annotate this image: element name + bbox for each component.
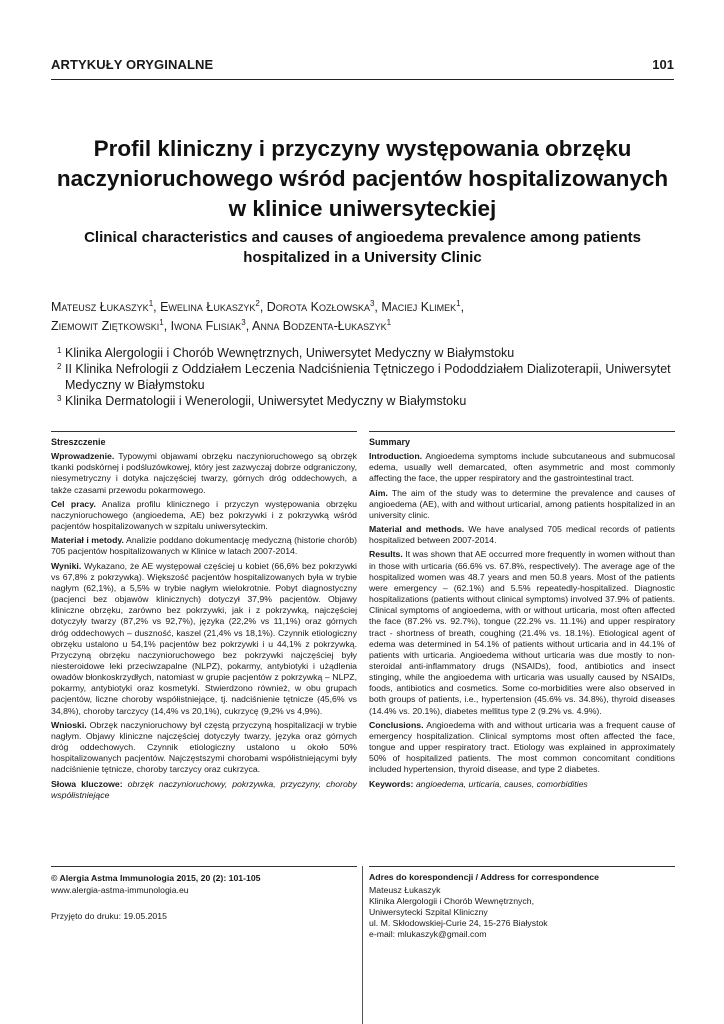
author: Maciej Klimek xyxy=(381,300,457,315)
author: Ziemowit Ziętkowski xyxy=(51,319,160,334)
abstract-paragraph: Introduction. Angioedema symptoms include subcutaneous and submucosal edema, usually well demarcated, often asymmetric and most commonly affecting the face, the upper respiratory and the gastrointestinal tract. xyxy=(369,451,675,484)
article-title-polish: Profil kliniczny i przyczyny występowania obrzęku naczynioruchowego wśród pacjentów hospitalizowanych w klinice uniwersyteckiej xyxy=(56,136,669,221)
copyright: © Alergia Astma Immunologia 2015, 20 (2): 101-105 xyxy=(51,873,261,883)
abstract-paragraph: Aim. The aim of the study was to determine the prevalence and causes of angioedema (AE), with and without urticarial, among patients hospitalized in an university clinic. xyxy=(369,487,676,520)
affiliation-list xyxy=(51,345,674,409)
received-date: Przyjęto do druku: 19.05.2015 xyxy=(51,911,167,921)
page-number: 101 xyxy=(652,57,674,72)
author: Anna Bodzenta-Łukaszyk xyxy=(251,319,387,334)
author: Ewelina Łukaszyk xyxy=(160,300,256,315)
keywords: Słowa kluczowe: obrzęk naczynioruchowy, pokrzywka, przyczyny, choroby współistniejące xyxy=(51,778,357,800)
section-heading: Streszczenie xyxy=(51,437,106,447)
abstract-paragraph: Wyniki. Wykazano, że AE występował częściej u kobiet (66,6% bez pokrzywki vs 67,8% z pokrzywką). Większość pacjentów hospitalizowanych była w trybie nagłym (62,1%), a 5,5% w trybie nagłym wielokrotnie. Pobyt diagnostyczny (pacjenci bez objawów klinicznych) dotyczył 37,9% pacjentów. Objawy kliniczne obrzęku, zarówno bez pokrzywki, jak i z pokrzywką, najczęściej dotyczyły twarzy (87,2% vs 92,7%), języka (22,2% vs 11,1%) oraz górnych dróg oddechowych – duszność, kaszel (21,4% vs 18,1%). Czynnik etiologiczny obrzęku ustalono u 54,1% pacjentów bez pokrzywki i u 44,1% z pokrzywką. Przyczyną obrzęku naczynioruchowego bez pokrzywki najczęściej były niesteroidowe leki przeciwzapalne (NLPZ), pokarmy, antybiotyki i użądlenia owadów błonkoskrzydłych, natomiast w grupie pacjentów z pokrzywką – NLPZ, pokarmy, antybiotyki oraz kosmetyki. Stwierdzono również, w obu grupach pacjentów, liczne choroby współistniejące, tj. nadciśnienie tętnicze (45,6% vs 34,8%), choroby tarczycy (14,4% vs 20,1%), cukrzycę (9,2% vs 4,9%). xyxy=(51,560,357,716)
abstract-paragraph: Conclusions. Angioedema with and without urticaria was a frequent cause of emergency hospitalization. Clinical symptoms most often affected the face, tongue and upper respiratory tract. Etiology was explained in approximately 50% of hospitalized patients. The most common concomitant conditions included hypertension, thyroid disease, and type 2 diabetes. xyxy=(369,719,675,775)
running-header xyxy=(51,55,674,80)
correspondence-line: Uniwersytecki Szpital Kliniczny xyxy=(369,907,488,917)
abstract-paragraph: Material and methods. We have analysed 705 medical records of patients hospitalized between 2007-2014. xyxy=(369,524,675,546)
journal-website[interactable]: www.alergia-astma-immunologia.eu xyxy=(51,885,189,895)
correspondence xyxy=(369,872,675,940)
abstract-paragraph: Wprowadzenie. Typowymi objawami obrzęku naczynioruchowego są obrzęk tkanki podskórnej i podśluzówkowej, który jest zazwyczaj dobrze odgraniczony, niesymetryczny i dotyka najczęściej twarzy, górnych dróg oddechowych, a także czasami przewodu pokarmowego. xyxy=(51,451,357,495)
affiliation: 1 Klinika Alergologii i Chorób Wewnętrznych, Uniwersytet Medyczny w Białymstoku xyxy=(57,346,515,360)
divider xyxy=(51,431,357,432)
author: Dorota Kozłowska xyxy=(266,300,370,315)
author-list: Mateusz Łukaszyk$^1$, Ewelina Łukaszyk$^2$, Dorota Kozłowska$^3$, Maciej Klimek$^1$, Ziemowit Ziętkowski$^1$, Iwona Flisiak$^3$, Anna Bodzenta-Łukaszyk$^1$ xyxy=(51,299,465,334)
affiliation: 2 II Klinika Nefrologii z Oddziałem Leczenia Nadciśnienia Tętniczego i Pododdziałem Dializoterapii, Uniwersytet Medyczny w Białymstoku xyxy=(57,362,671,392)
abstract-paragraph: Cel pracy. Analiza profilu klinicznego i przyczyn występowania obrzęku naczynioruchowego (angioedema, AE) bez pokrzywki i z pokrzywką wśród pacjentów hospitalizowanych w szpitalu uniwersyteckim. xyxy=(51,498,357,532)
column-divider xyxy=(362,866,363,1024)
author: Mateusz Łukaszyk xyxy=(51,300,149,315)
section-heading: Summary xyxy=(369,437,411,447)
abstract-english xyxy=(369,437,675,793)
correspondence-heading: Adres do korespondencji / Address for correspondence xyxy=(369,872,599,882)
divider xyxy=(369,431,675,432)
abstract-paragraph: Results. It was shown that AE occurred more frequently in women without than in those with urticaria (66.6% vs. 67.8%, respectively). The average age of the hospitalized women was 48.7 years and men 50.8 years. Most of the patients were emergency – (62.1%) and 5.5% repeatedly-hospitalized. Diagnostic hospitalizations (patients without clinical symptoms) involved 37.9% of patients. Clinical symptoms of angioedema, with or without urticaria, most often affected the face (87.2% vs. 92.7%), tongue (22.2% vs. 11.1%) and upper respiratory tract - shortness of breath, coughing (21.4% vs. 18.1%). Etiological agent of edema was determined in 54.1% of patients without urticaria and in 44.1% of patients with urticaria. Angioedema without urticaria was due mostly to non-steroidal anti-inflammatory drugs (NSAIDs), food, antibiotics and insect stinging, while the angioedema with urticaria was usually caused by NSAIDs, foods, antibiotics and cosmetics. Some co-morbidities were also observed in both groups of patients, i.e., hypertension (45.6% vs. 34.8%), thyroid diseases (14.4% vs. 20.1%), diabetes mellitus type 2 (9.2% vs. 4.9%). xyxy=(369,549,675,716)
divider xyxy=(369,866,675,867)
affiliation: 3 Klinika Dermatologii i Wenerologii, Uniwersytet Medyczny w Białymstoku xyxy=(57,394,467,408)
correspondence-line: Klinika Alergologii i Chorób Wewnętrznych, xyxy=(369,896,534,906)
abstract-polish xyxy=(51,437,357,804)
section-label: ARTYKUŁY ORYGINALNE xyxy=(51,57,214,72)
abstract-paragraph: Wnioski. Obrzęk naczynioruchowy był częstą przyczyną hospitalizacji w trybie nagłym. Objawy kliniczne najczęściej dotyczyły twarzy, języka oraz górnych dróg oddechowych. Czynnik etiologiczny ustalono u około 50% hospitalizowanych pacjentów. Najczęstszymi chorobami współistniejącymi były nadciśnienie tętnicze, choroby tarczycy oraz cukrzyca. xyxy=(51,719,358,775)
author: Iwona Flisiak xyxy=(170,319,242,334)
keywords: Keywords: angioedema, urticaria, causes, comorbidities xyxy=(369,778,588,789)
correspondence-email[interactable]: e-mail: mlukaszyk@gmail.com xyxy=(369,929,487,939)
journal-info xyxy=(51,872,357,922)
article-title-english: Clinical characteristics and causes of angioedema prevalence among patients hospitalized in a University Clinic xyxy=(84,229,641,266)
divider xyxy=(51,866,357,867)
abstract-paragraph: Materiał i metody. Analizie poddano dokumentację medyczną (historie chorób) 705 pacjentów hospitalizowanych w Klinice w latach 2007-2014. xyxy=(51,535,357,557)
correspondence-line: Mateusz Łukaszyk xyxy=(369,885,441,895)
correspondence-line: ul. M. Skłodowskiej-Curie 24, 15-276 Białystok xyxy=(369,918,548,928)
